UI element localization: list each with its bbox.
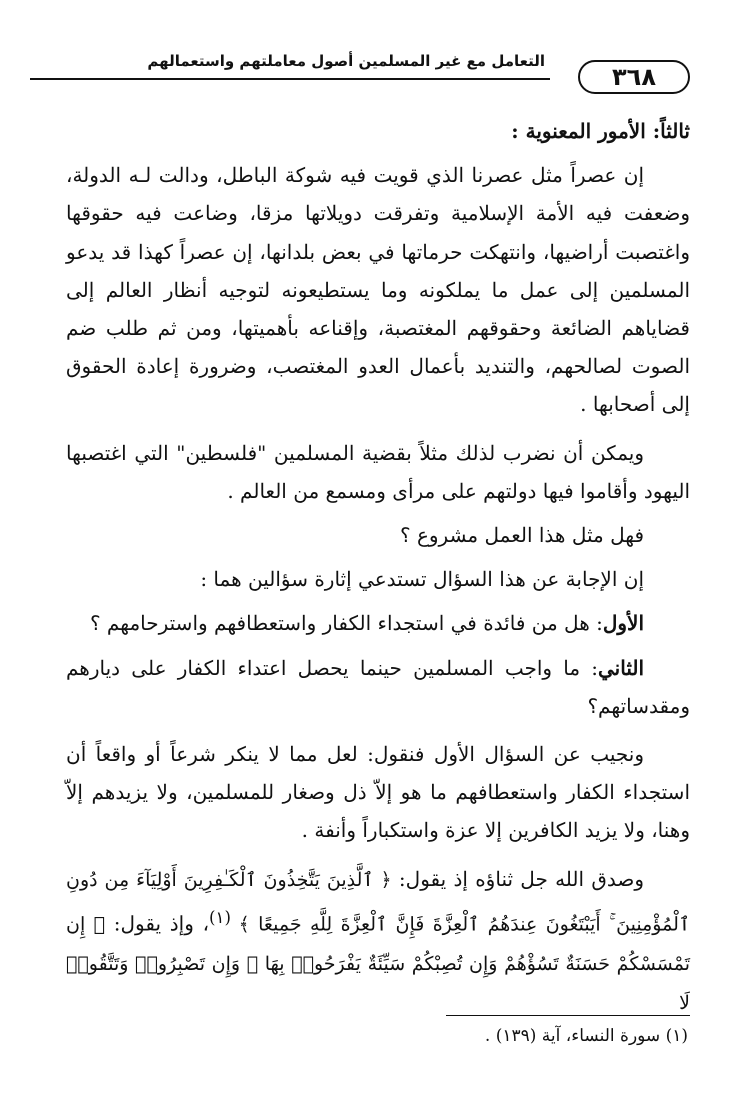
question-2 [66, 649, 690, 725]
question-1-label: الأول [602, 611, 644, 636]
question-2-text: : ما واجب المسلمين حينما يحصل اعتداء الكفار على ديارهم ومقدساتهم؟ [66, 655, 690, 718]
running-header-title: التعامل مع غير المسلمين أصول معاملتهم واستعمالهم [147, 52, 545, 70]
quran-verse-2: ﴿ إِن تَمْسَسْكُمْ حَسَنَةٌ تَسُؤْهُمْ وَإِن تُصِبْكُمْ سَيِّئَةٌ يَفْرَحُوا۟ بِهَا ۖ وَإِن تَصْبِرُوا۟ وَتَتَّقُوا۟ لَا [66, 913, 690, 1014]
page-number: ٣٦٨ [578, 60, 690, 94]
quran-verse-1: ﴿ ٱلَّذِينَ يَتَّخِذُونَ ٱلْكَـٰفِرِينَ أَوْلِيَآءَ مِن دُونِ ٱلْمُؤْمِنِينَ ۚ أَيَبْتَغُونَ عِندَهُمُ ٱلْعِزَّةَ فَإِنَّ ٱلْعِزَّةَ لِلَّهِ جَمِيعًا ﴾ [66, 868, 691, 936]
paragraph-6-intro: وصدق الله جل ثناؤه إذ يقول: [398, 866, 645, 891]
footnote: (١) سورة النساء، آية (١٣٩) . [484, 1026, 688, 1046]
footnote-ref: (١) [209, 907, 239, 927]
section-heading-label: ثالثاً [660, 119, 690, 143]
footnote-rule [446, 1015, 690, 1016]
question-1 [66, 604, 690, 642]
paragraph-4: إن الإجابة عن هذا السؤال تستدعي إثارة سؤالين هما : [200, 567, 644, 592]
question-2-label: الثاني [597, 655, 644, 680]
paragraph-1: إن عصراً مثل عصرنا الذي قويت فيه شوكة الباطل، ودالت لـه الدولة، وضعفت فيه الأمة الإسلامية وتفرقت دويلاتها مزقا، وضاعت فيه حقوقها واغتصبت أراضيها، وانتهكت حرماتها في بعض بلدانها، إن عصراً كهذا قد يدعو المسلمين إلى عمل ما يملكونه وما يستطيعونه لتوجيه أنظار العالم إلى قضاياهم الضائعة وحقوقهم المغتصبة، وإقناعه بأهميتها، ومن ثم طلب ضم الصوت لصالحهم، والتنديد بأعمال العدو المغتصب، وضرورة إعادة الحقوق إلى أصحابها . [66, 163, 690, 417]
paragraph-5: ونجيب عن السؤال الأول فنقول: لعل مما لا ينكر شرعاً أو واقعاً أن استجداء الكفار واستعطافهم ما هو إلاّ ذل وصغار للمسلمين، ولا يزيدهم إلاّ وهنا، ولا يزيد الكافرين إلا عزة واستكباراً وأنفة . [66, 742, 690, 843]
question-1-text: : هل من فائدة في استجداء الكفار واستعطافهم واسترحامهم ؟ [89, 611, 603, 636]
paragraph-6-mid: ، وإذ يقول: [113, 911, 210, 936]
page-body [66, 112, 690, 1022]
header-rule [30, 78, 550, 80]
paragraph-3: فهل مثل هذا العمل مشروع ؟ [399, 523, 644, 548]
running-header [30, 48, 690, 98]
paragraph-2: ويمكن أن نضرب لذلك مثلاً بقضية المسلمين "فلسطين" التي اغتصبها اليهود وأقاموا فيها دولتهم على مرأى ومسمع من العالم . [66, 440, 690, 503]
section-heading-text: : الأمور المعنوية : [511, 119, 661, 143]
section-heading [66, 112, 690, 150]
paragraph-6 [66, 860, 690, 1022]
